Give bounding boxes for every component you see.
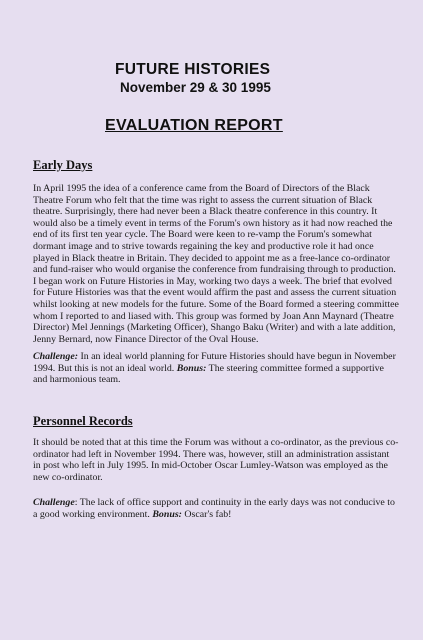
section-heading-personnel-records: Personnel Records (33, 414, 133, 428)
early-days-body: In April 1995 the idea of a conference came from the Board of Directors of the Black Theatre Forum who felt that the time was right to assess the current situation of Black theatre. Surprisingly, there had never been a Black theatre conference in this country. It would also be a timely event in terms of the Forum's own history as it had now reached the end of its first ten year cycle. The Board were keen to re-vamp the Forum's somewhat dormant image and to strive towards regaining the key and productive role it had once played in Black theatre in Britain. They decided to appoint me as a free-lance co-ordinator and fund-raiser who would organise the conference from fundraising through to production. I began work on Future Histories in May, working two days a week. The brief that evolved for Future Histories was that the event would affirm the past and assess the current situation whilst looking at new models for the future. Some of the Board formed a steering committee whom I reported to and liased with. This group was formed by Joan Ann Maynard (Theatre Director) Mel Jennings (Marketing Officer), Shango Baku (Writer) and with a late addition, Jenny Bernard, now Finance Director of the Oval House. (33, 183, 399, 345)
bonus-text: Oscar's fab! (181, 508, 232, 520)
bonus-label: Bonus: (152, 508, 182, 520)
early-days-challenge (33, 351, 399, 386)
report-title: EVALUATION REPORT (105, 117, 283, 134)
bonus-label: Bonus: (176, 362, 207, 374)
section-heading-early-days: Early Days (33, 158, 93, 172)
personnel-records-body: It should be noted that at this time the Forum was without a co-ordinator, as the previous co-ordinator had left in November 1994. There was, however, still an administration assistant in post who left in July 1995. In mid-October Oscar Lumley-Watson was employed as the new co-ordinator. (33, 437, 399, 483)
challenge-label: Challenge: (33, 351, 78, 362)
document-title: FUTURE HISTORIES (115, 61, 271, 78)
bonus-text: The steering committee formed a supportive and harmonious team. (33, 362, 384, 386)
personnel-records-challenge (33, 497, 399, 520)
challenge-label: Challenge (33, 497, 75, 508)
conference-dates: November 29 & 30 1995 (120, 80, 271, 95)
challenge-text: : The lack of office support and continuity in the early days was not conducive to a good working environment. (33, 497, 395, 520)
challenge-text: In an ideal world planning for Future Histories should have begun in November 1994. But this is not an ideal world. (33, 351, 396, 374)
